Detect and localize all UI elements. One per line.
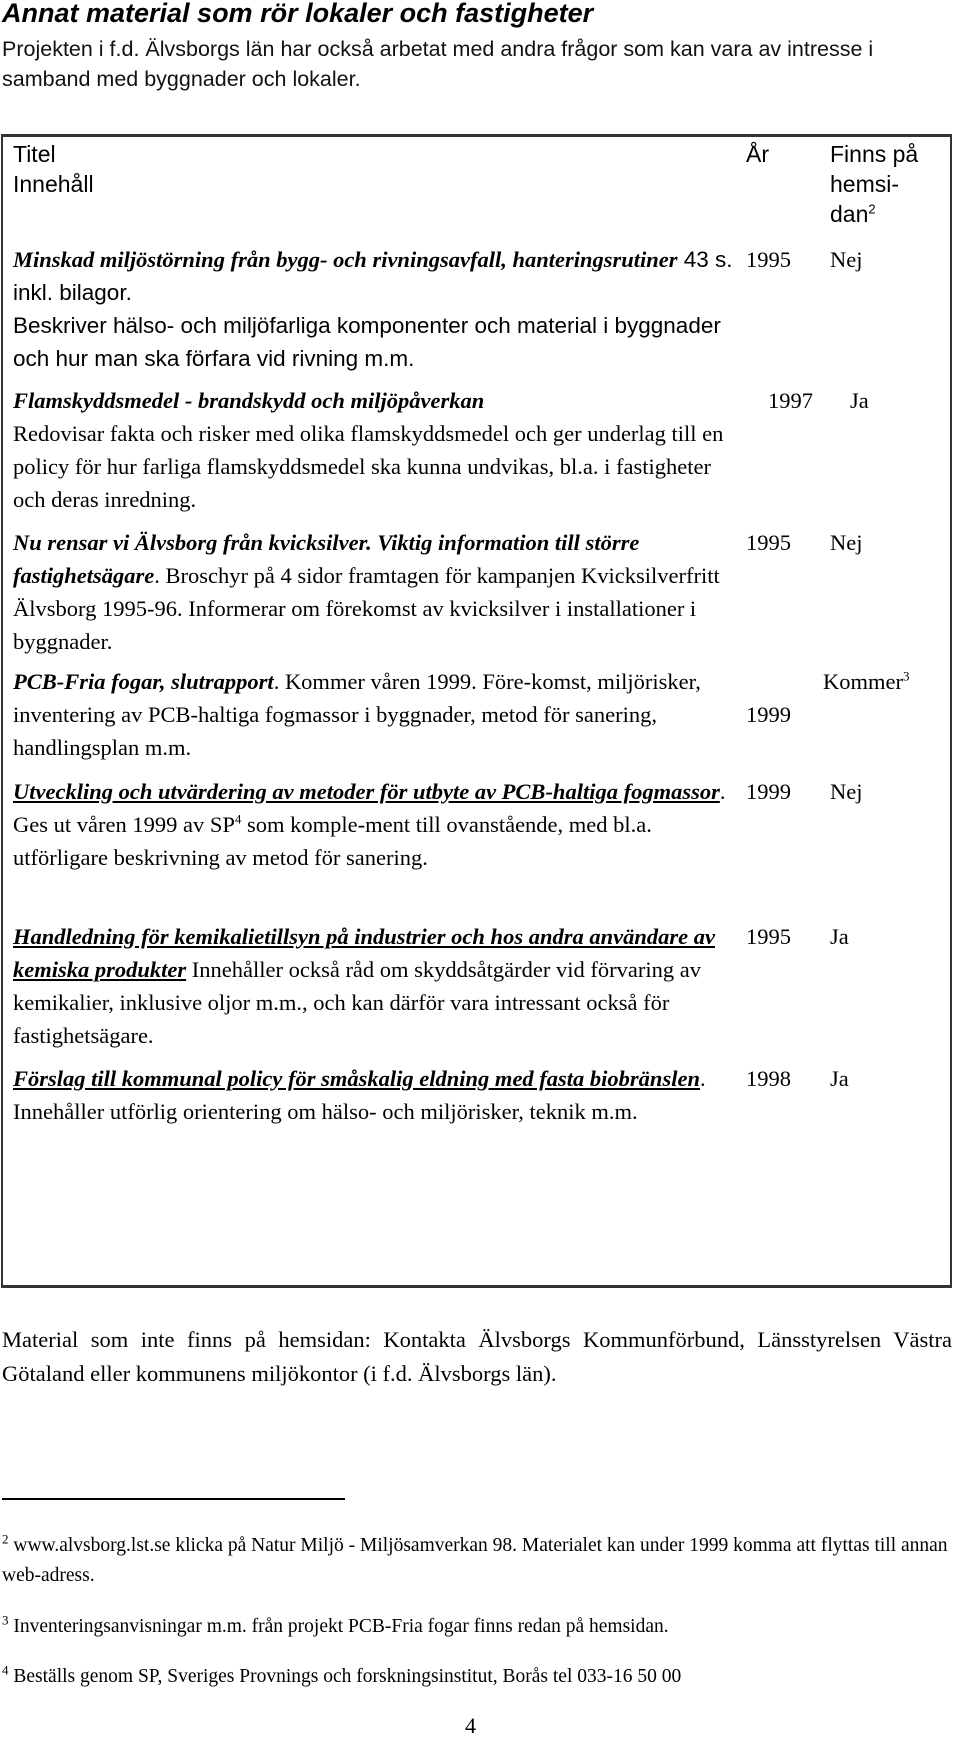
row-available: Nej [830,779,863,804]
table-row [13,1062,743,1128]
header-available-l2: hemsi- [830,171,900,197]
header-available-l3: dan$^2$ [830,201,876,227]
row-title: Utveckling och utvärdering av metoder för utbyte av PCB-haltiga fogmassor [13,779,720,804]
row-year: 1997 [768,388,813,413]
footnote-mark: 4 [2,1662,9,1678]
row-available: Ja [850,388,869,413]
row-description: . Broschyr på 4 sidor framtagen för kampanjen Kvicksilverfritt Älvsborg 1995-96. Informerar om förekomst av kvicksilver i installationer i byggnader. [13,563,720,654]
row-title: Minskad miljöstörning från bygg- och rivningsavfall, hanteringsrutiner [13,247,678,272]
footnote-ref: 2 [868,201,876,217]
materials-table [1,134,952,1288]
row-title: Förslag till kommunal policy för småskalig eldning med fasta biobränslen [13,1066,700,1091]
row-description: . Ges ut våren 1999 av $SP^4$ som komple-ment till ovanstående, med bl.a. utförligare beskrivning av metod för sanering. [13,779,726,870]
footnote-ref: 4 [234,811,242,827]
table-row [13,665,743,764]
row-available: Ja [830,1066,849,1091]
row-available: Ja [830,924,849,949]
table-row [13,920,743,1052]
row-year: 1995 [746,530,791,555]
row-description: Beskriver hälso- och miljöfarliga komponenter och material i byggnader och hur man ska förfara vid rivning m.m. [13,313,721,371]
header-available-l1: Finns på [830,141,919,167]
intro-paragraph: Projekten i f.d. Älvsborgs län har också arbetat med andra frågor som kan vara av intresse i samband med byggnader och lokaler. [2,37,874,91]
row-year: 1999 [746,702,791,727]
row-year: 1998 [746,1066,791,1091]
page-number: 4 [465,1713,476,1738]
header-content: Innehåll [13,171,94,197]
header-year: År [746,141,769,167]
footnote-ref: 3 [902,668,910,684]
row-available: Nej [830,247,863,272]
footnote: $^4$ Beställs genom SP, Sveriges Provnings och forskningsinstitut, Borås tel 033-16 50 00 [2,1662,682,1687]
footnote-mark: 2 [2,1531,9,1547]
page-heading: Annat material som rör lokaler och fastigheter [2,0,594,28]
row-year: 1995 [746,247,791,272]
row-title: Flamskyddsmedel - brandskydd och miljöpåverkan [13,388,485,413]
table-row [13,384,743,516]
contact-paragraph: Material som inte finns på hemsidan: Kontakta Älvsborgs Kommunförbund, Länsstyrelsen Västra Götaland eller kommunens miljökontor (i f.d. Älvsborgs län). [2,1327,952,1386]
row-description: Redovisar fakta och risker med olika flamskyddsmedel och ger underlag till en policy för hur farliga flamskyddsmedel ska kunna undvikas, bl.a. i fastigheter och deras inredning. [13,421,724,512]
table-row [13,775,743,874]
footnote-mark: 3 [2,1612,9,1628]
row-pages: 43 s. inkl. bilagor. [13,247,733,305]
row-available: Nej [830,530,863,555]
row-description: . Kommer våren 1999. Före-komst, miljörisker, inventering av PCB-haltiga fogmassor i byggnader, metod för sanering, handlingsplan m.m. [13,669,701,760]
row-description: Innehåller också råd om skyddsåtgärder vid förvaring av kemikalier, inklusive oljor m.m., och kan därför vara intressant också för fastighetsägare. [13,957,701,1048]
header-title: Titel [13,141,56,167]
row-year: 1999 [746,779,791,804]
row-description: . Innehåller utförlig orientering om hälso- och miljörisker, teknik m.m. [13,1066,706,1124]
row-year: 1995 [746,924,791,949]
footnote: $^2$ www.alvsborg.lst.se klicka på Natur Miljö - Miljösamverkan 98. Materialet kan under 1999 komma att flyttas till annan web-adress. [2,1531,948,1586]
table-row [13,243,743,375]
table-row [13,526,743,658]
row-title: Handledning för kemikalietillsyn på industrier och hos andra användare av kemiska produkter [13,924,715,982]
row-title: Nu rensar vi Älvsborg från kvicksilver. Viktig information till större fastighetsägare [13,530,640,588]
footnote: $^3$ Inventeringsanvisningar m.m. från projekt PCB-Fria fogar finns redan på hemsidan. [2,1612,669,1637]
row-title: PCB-Fria fogar, slutrapport [13,669,274,694]
footnote-divider [2,1498,345,1500]
row-available: Kommer$^3$ [823,668,910,694]
